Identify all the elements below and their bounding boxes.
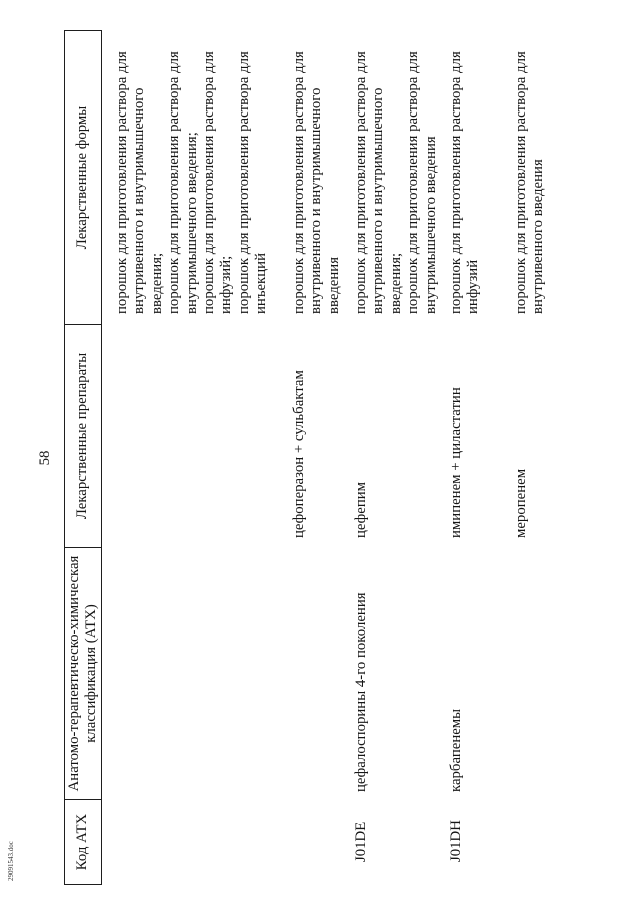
footer-filename: 29091543.doc [7, 841, 15, 881]
row-code: J01DH [448, 820, 464, 862]
form-line: порошок для приготовления раствора для [448, 51, 464, 314]
header-classification-line: Анатомо-терапевтическо-химическая [65, 555, 82, 792]
form-line: порошок для приготовления раствора для [513, 51, 529, 314]
form-line: введения; [148, 252, 165, 314]
row-code: J01DE [353, 821, 369, 862]
form-line: внутривенного введения [530, 159, 547, 314]
form-line: порошок для приготовления раствора для [291, 51, 307, 314]
form-line: внутривенного и внутримышечного [370, 87, 387, 314]
header-classification [65, 547, 101, 799]
form-line: порошок для приготовления раствора для [353, 51, 369, 314]
row-forms [353, 51, 440, 314]
row-drug: меропенем [513, 468, 529, 538]
row-forms [448, 51, 483, 314]
form-line: введения [325, 257, 342, 314]
row-forms [291, 51, 343, 314]
header-forms [65, 31, 101, 324]
form-line: инфузий [465, 259, 482, 314]
row-classification: цефалоспорины 4-го поколения [353, 592, 369, 792]
form-line: порошок для приготовления раствора для [405, 51, 422, 314]
row-drug: цефоперазон + сульбактам [291, 370, 307, 538]
header-drugs-label: Лекарственные препараты [74, 352, 91, 520]
form-line: инфузий; [218, 255, 235, 314]
header-code [65, 799, 101, 884]
row-forms [114, 51, 271, 314]
form-line: внутримышечного введения; [183, 132, 200, 314]
header-forms-label: Лекарственные формы [74, 105, 91, 250]
form-line: порошок для приготовления раствора для [201, 51, 218, 314]
header-drugs [65, 324, 101, 547]
form-line: порошок для приготовления раствора для [235, 51, 252, 314]
header-classification-line: классификация (АТХ) [83, 604, 99, 743]
row-classification: карбапенемы [448, 708, 464, 792]
table-header [64, 30, 102, 885]
row-drug: имипенем + циластатин [448, 387, 464, 538]
form-line: инъекций [253, 252, 270, 314]
header-code-label: Код АТХ [74, 813, 91, 871]
form-line: внутривенного и внутримышечного [308, 87, 325, 314]
row-drug: цефепим [353, 481, 369, 538]
form-line: внутримышечного введения [422, 136, 439, 314]
row-forms [513, 51, 548, 314]
form-line: внутривенного и внутримышечного [131, 87, 148, 314]
form-line: порошок для приготовления раствора для [166, 51, 183, 314]
page-number: 58 [37, 450, 53, 466]
form-line: введения; [387, 252, 404, 314]
form-line: порошок для приготовления раствора для [114, 51, 130, 314]
